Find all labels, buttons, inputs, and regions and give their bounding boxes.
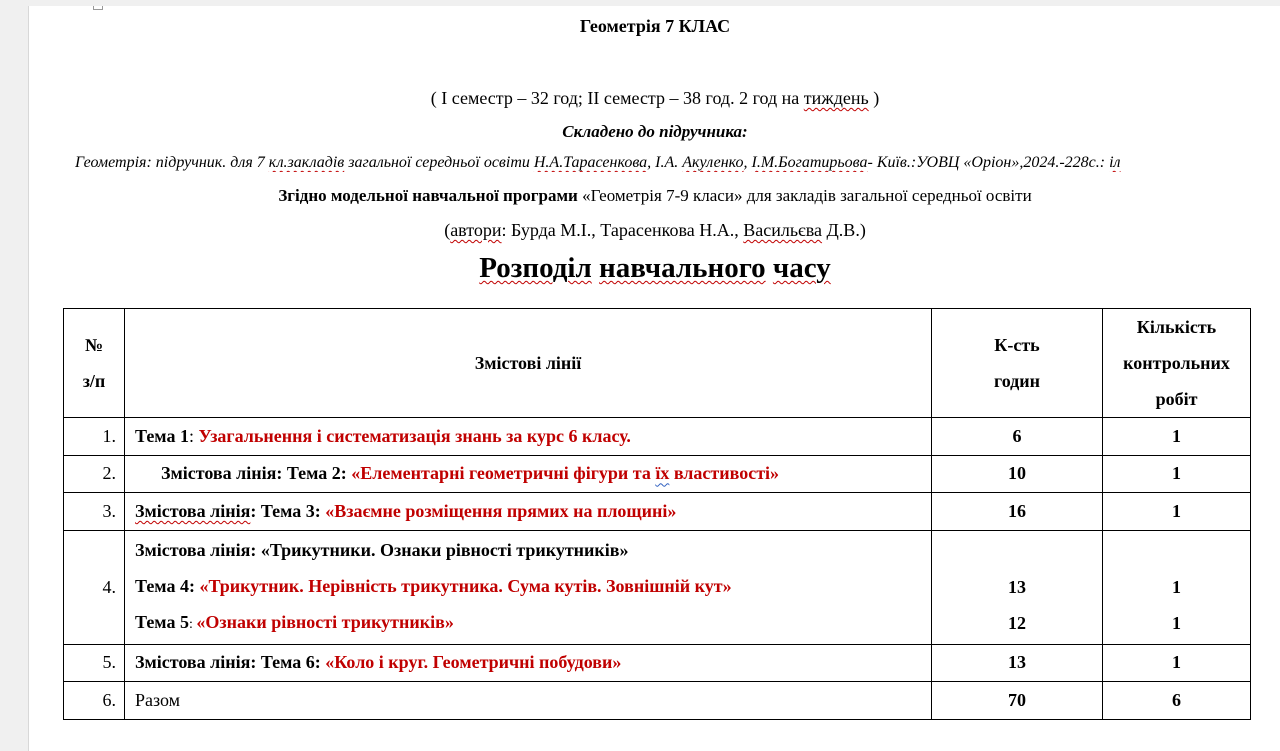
textbook-line — [75, 154, 1280, 172]
document-title: Геометрія 7 КЛАС — [579, 16, 731, 36]
header-content: Змістові лінії — [125, 309, 932, 418]
theme-label: Змістова лінія: Тема 6: — [135, 652, 326, 673]
theme-title-word: їх — [655, 463, 670, 484]
row-hours: 13 — [932, 644, 1103, 682]
authors-name: Васильєва — [743, 220, 823, 240]
textbook-part: Н.А.Тарасенкова — [533, 154, 648, 171]
table-row — [64, 530, 1251, 644]
row-hours: 16 — [932, 493, 1103, 531]
row-content — [125, 530, 932, 644]
header-tests-line: контрольних — [1123, 353, 1230, 373]
row-tests: 1 — [1103, 493, 1251, 531]
row-hours: 10 — [932, 455, 1103, 493]
theme-separator: : — [188, 616, 197, 632]
textbook-part: Геометрія: підручник. для 7 — [75, 154, 269, 171]
authors-mid: : Бурда М.І., Тарасенкова Н.А., — [501, 220, 744, 240]
theme-4 — [135, 568, 923, 604]
hours-table — [63, 308, 1251, 720]
authors-open: ( — [444, 220, 451, 240]
row-tests — [1103, 530, 1251, 644]
theme-label: Тема 1 — [135, 425, 189, 446]
header-hours-line: К-сть — [994, 335, 1040, 355]
semester-close: ) — [868, 88, 880, 108]
header-hours-line: годин — [993, 371, 1041, 391]
content-line-title: Змістова лінія: «Трикутники. Ознаки рівності трикутників» — [135, 539, 629, 560]
semester-text: ( І семестр – 32 год; ІІ семестр – 38 год. 2 год на — [430, 88, 804, 108]
row-content — [125, 493, 932, 531]
theme-title: «Взаємне розміщення прямих на площині» — [325, 500, 677, 521]
theme-label: Змістова лінія: Тема 2: — [161, 463, 352, 484]
row-number: 6. — [64, 682, 125, 720]
row-tests: 1 — [1103, 455, 1251, 493]
row-number: 4. — [64, 530, 125, 644]
header-hours — [932, 309, 1103, 418]
textbook-part: - Київ.:УОВЦ «Оріон»,2024.-228с.: — [867, 154, 1110, 171]
row-hours — [932, 530, 1103, 644]
heading-word: навчального — [599, 252, 766, 284]
theme-4-tests: 1 — [1172, 577, 1181, 597]
textbook-part: Акуленко — [682, 154, 744, 171]
table-row — [64, 455, 1251, 493]
table-row — [64, 418, 1251, 456]
table-row — [64, 493, 1251, 531]
textbook-part: кл.закладів — [268, 154, 345, 171]
header-tests-line: робіт — [1155, 389, 1198, 409]
textbook-part: іл — [1109, 154, 1121, 171]
program-rest: «Геометрія 7-9 класи» для закладів загальної середньої освіти — [577, 186, 1032, 205]
semester-line — [29, 88, 1280, 109]
row-number: 5. — [64, 644, 125, 682]
textbook-part: , І.А. — [647, 154, 683, 171]
table-header-row — [64, 309, 1251, 418]
theme-5 — [135, 604, 923, 643]
authors-end: Д.В.) — [822, 220, 866, 240]
theme-separator: : — [188, 425, 199, 446]
heading-space — [592, 252, 599, 284]
textbook-part: , — [743, 154, 752, 171]
total-tests: 6 — [1103, 682, 1251, 720]
theme-label: Тема 4: — [135, 575, 200, 596]
section-heading — [29, 252, 1280, 285]
row-number: 3. — [64, 493, 125, 531]
row-number: 1. — [64, 418, 125, 456]
theme-label: : Тема 3: — [250, 500, 326, 521]
theme-5-hours: 12 — [1008, 613, 1026, 633]
authors-word: автори — [450, 220, 502, 240]
theme-title: «Ознаки рівності трикутників» — [196, 611, 454, 632]
heading-space — [766, 252, 773, 284]
theme-4-hours: 13 — [1008, 577, 1026, 597]
heading-word: Розподіл — [479, 252, 592, 284]
row-hours: 6 — [932, 418, 1103, 456]
header-number-line: № — [84, 335, 104, 355]
theme-title: «Трикутник. Нерівність трикутника. Сума кутів. Зовнішній кут» — [199, 575, 732, 596]
program-bold: Згідно модельної навчальної програми — [278, 186, 578, 205]
theme-5-tests: 1 — [1172, 613, 1181, 633]
row-content — [125, 418, 932, 456]
table-row-total — [64, 682, 1251, 720]
semester-word: тиждень — [803, 88, 869, 108]
theme-label: Тема 5 — [135, 611, 189, 632]
row-content — [125, 644, 932, 682]
theme-title-end: властивості» — [669, 463, 780, 484]
compiled-for-label: Складено до підручника: — [562, 122, 748, 141]
heading-word: часу — [772, 252, 831, 284]
header-number-line: з/п — [82, 371, 106, 391]
table-row — [64, 644, 1251, 682]
textbook-part: І.М.Богатирьова — [751, 154, 868, 171]
row-tests: 1 — [1103, 418, 1251, 456]
row-content — [125, 455, 932, 493]
row-tests: 1 — [1103, 644, 1251, 682]
header-number — [64, 309, 125, 418]
header-tests — [1103, 309, 1251, 418]
program-line — [29, 186, 1280, 206]
theme-title: Узагальнення і систематизація знань за курс 6 класу. — [198, 425, 631, 446]
header-tests-line: Кількість — [1136, 317, 1217, 337]
theme-line-label: Змістова лінія — [135, 500, 251, 521]
document-page — [28, 6, 1280, 751]
theme-title: «Елементарні геометричні фігури та — [351, 463, 656, 484]
margin-marker — [93, 6, 103, 10]
row-number: 2. — [64, 455, 125, 493]
theme-title: «Коло і круг. Геометричні побудови» — [325, 652, 622, 673]
total-hours: 70 — [932, 682, 1103, 720]
textbook-part: загальної середньої освіти — [344, 154, 534, 171]
total-label: Разом — [125, 682, 932, 720]
authors-line — [29, 220, 1280, 241]
